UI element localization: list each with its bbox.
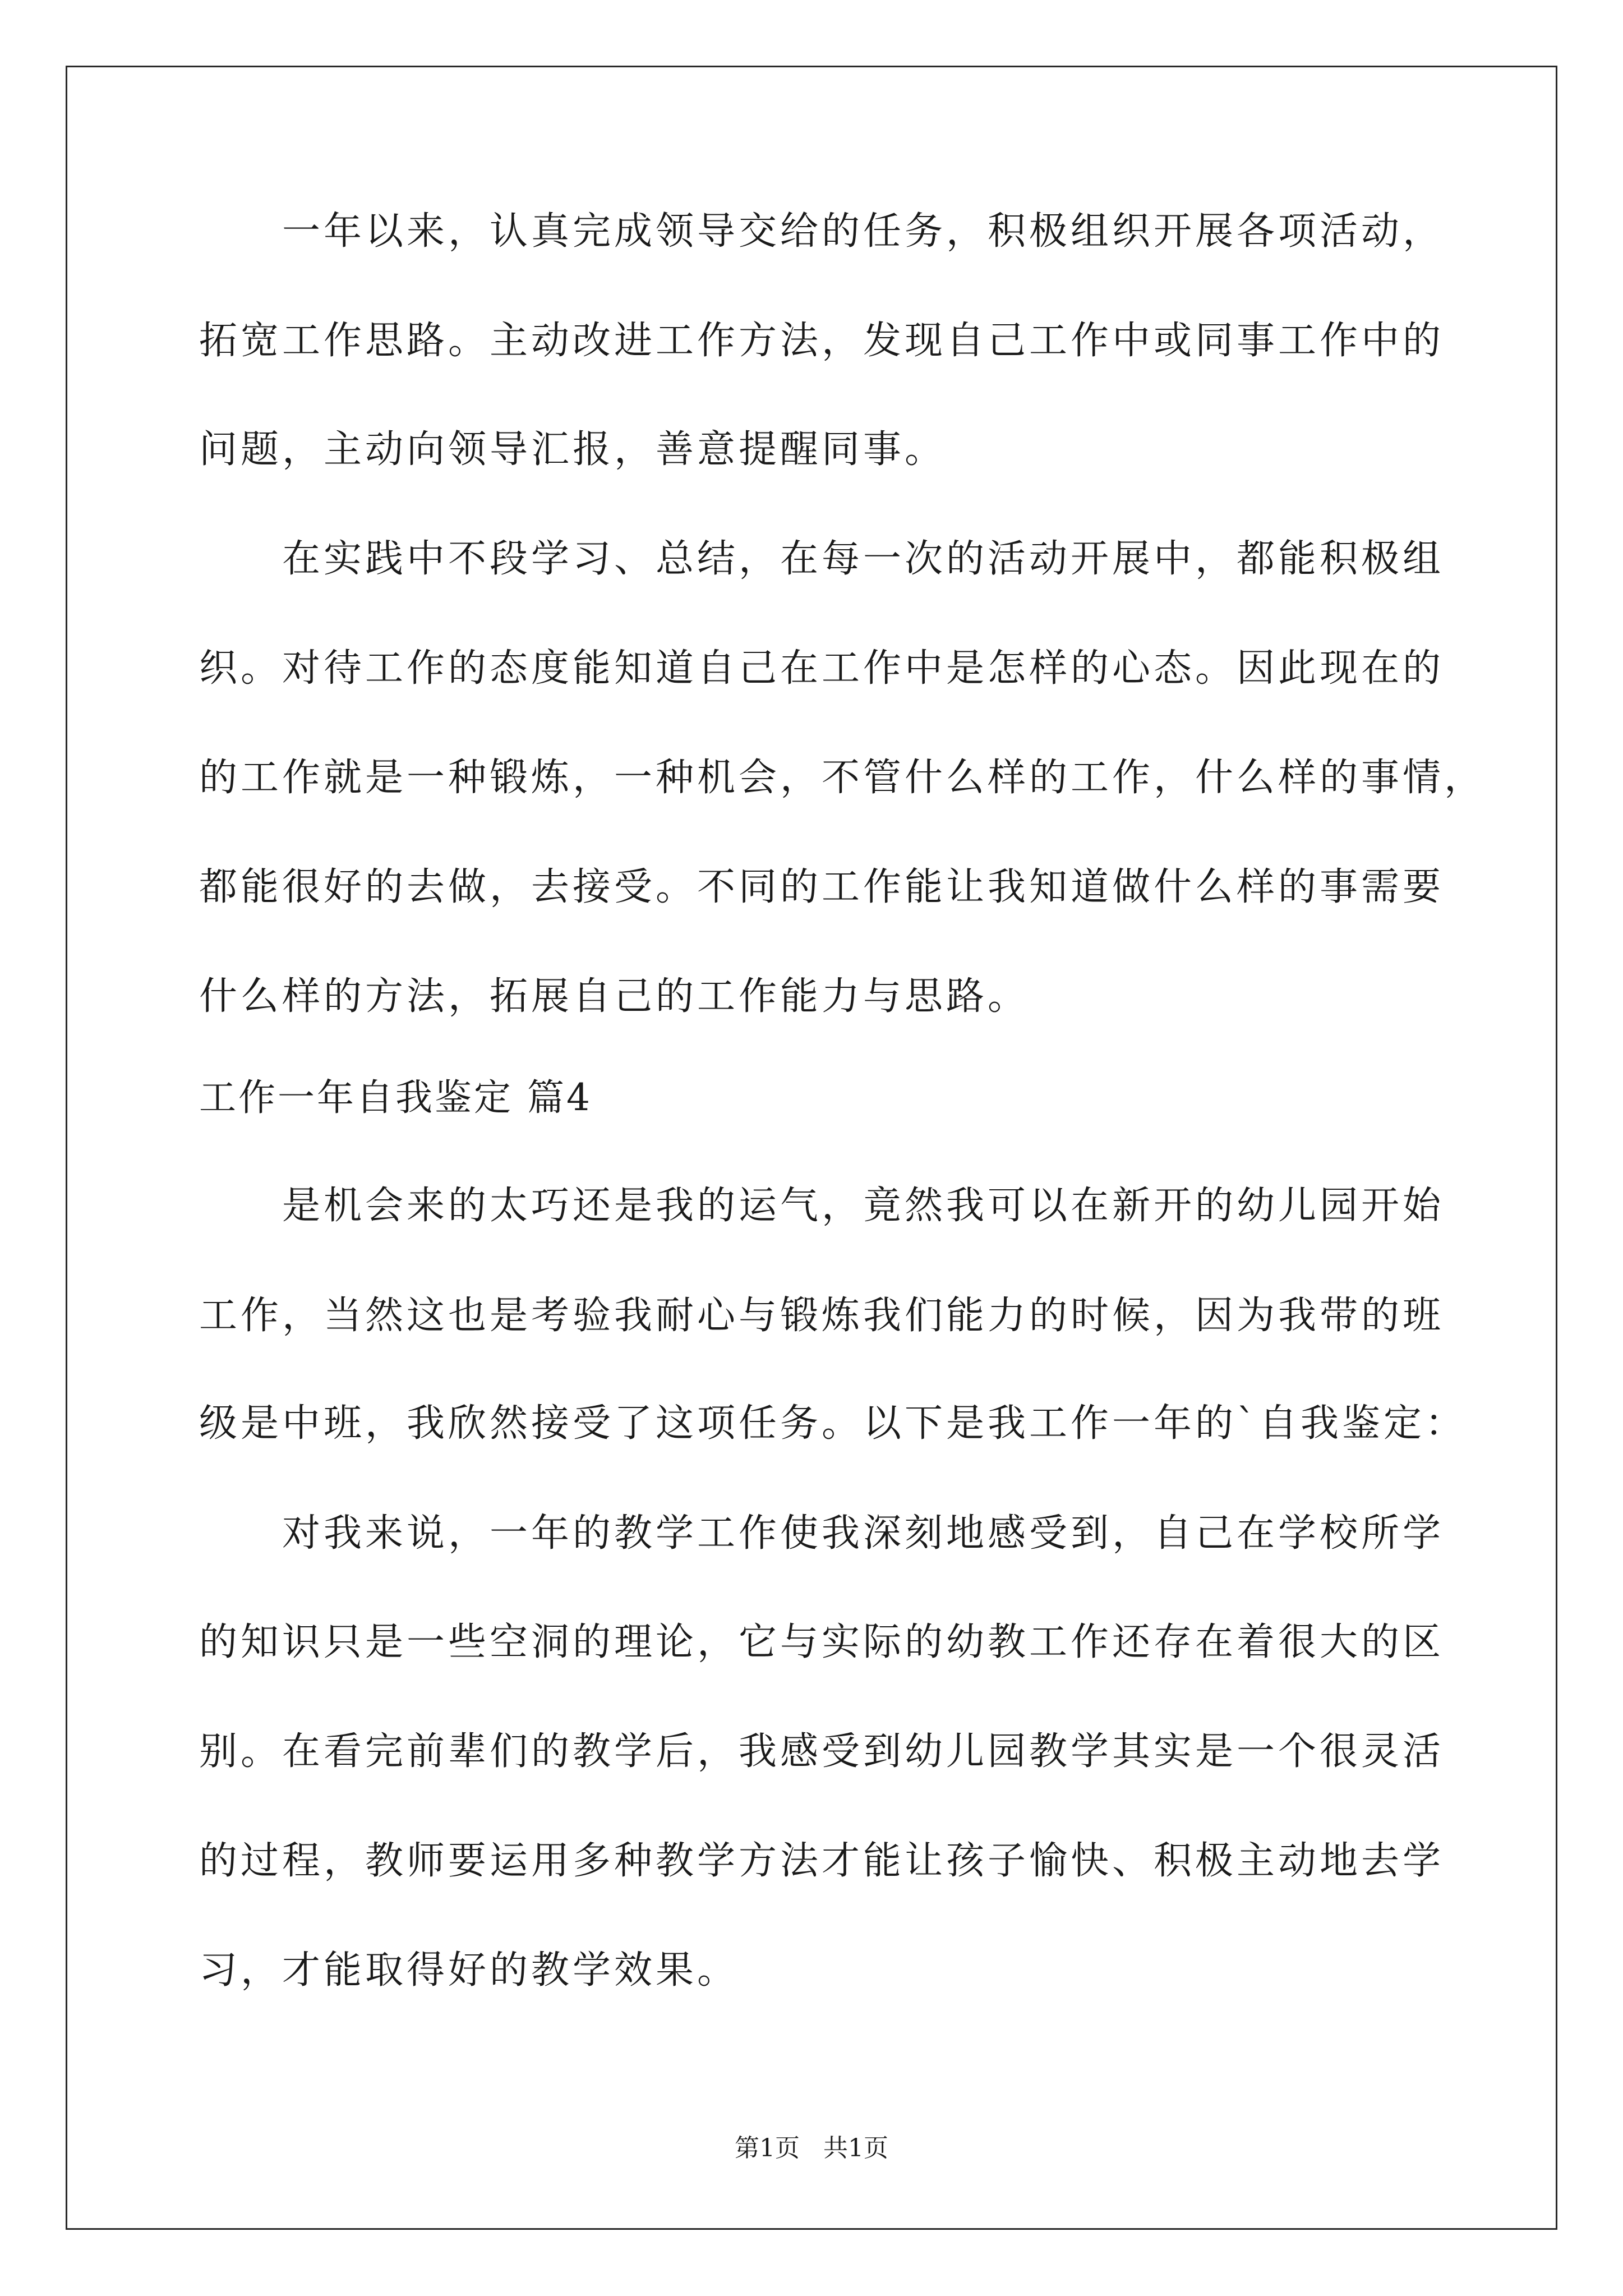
paragraph-3-line-3: 级是中班，我欣然接受了这项任务。以下是我工作一年的`自我鉴定：: [199, 1401, 1467, 1446]
paragraph-2-line-1: 在实践中不段学习、总结，在每一次的活动开展中，都能积极组: [282, 537, 1445, 581]
paragraph-4-line-3: 别。在看完前辈们的教学后，我感受到幼儿园教学其实是一个很灵活: [199, 1729, 1445, 1774]
page-footer: 第1页 共1页: [735, 2134, 888, 2162]
paragraph-1-line-1: 一年以来，认真完成领导交给的任务，积极组织开展各项活动，: [282, 209, 1445, 254]
paragraph-2-line-3: 的工作就是一种锻炼，一种机会，不管什么样的工作，什么样的事情，: [199, 756, 1486, 800]
paragraph-4-line-5: 习，才能取得好的教学效果。: [199, 1948, 739, 1993]
page-border: [66, 66, 1557, 2230]
paragraph-2-line-4: 都能很好的去做，去接受。不同的工作能让我知道做什么样的事需要: [199, 865, 1445, 909]
paragraph-3-line-1: 是机会来的太巧还是我的运气，竟然我可以在新开的幼儿园开始: [282, 1184, 1445, 1228]
paragraph-4-line-2: 的知识只是一些空洞的理论，它与实际的幼教工作还存在着很大的区: [199, 1620, 1445, 1664]
paragraph-1-line-3: 问题，主动向领导汇报，善意提醒同事。: [199, 427, 947, 472]
paragraph-4-line-4: 的过程，教师要运用多种教学方法才能让孩子愉快、积极主动地去学: [199, 1839, 1445, 1883]
section-heading: 工作一年自我鉴定 篇4: [199, 1076, 592, 1119]
paragraph-3-line-2: 工作，当然这也是考验我耐心与锻炼我们能力的时候，因为我带的班: [199, 1294, 1445, 1338]
paragraph-1-line-2: 拓宽工作思路。主动改进工作方法，发现自己工作中或同事工作中的: [199, 319, 1445, 363]
paragraph-2-line-5: 什么样的方法，拓展自己的工作能力与思路。: [199, 974, 1030, 1019]
paragraph-2-line-2: 织。对待工作的态度能知道自己在工作中是怎样的心态。因此现在的: [199, 646, 1445, 691]
paragraph-4-line-1: 对我来说，一年的教学工作使我深刻地感受到，自己在学校所学: [282, 1511, 1445, 1556]
